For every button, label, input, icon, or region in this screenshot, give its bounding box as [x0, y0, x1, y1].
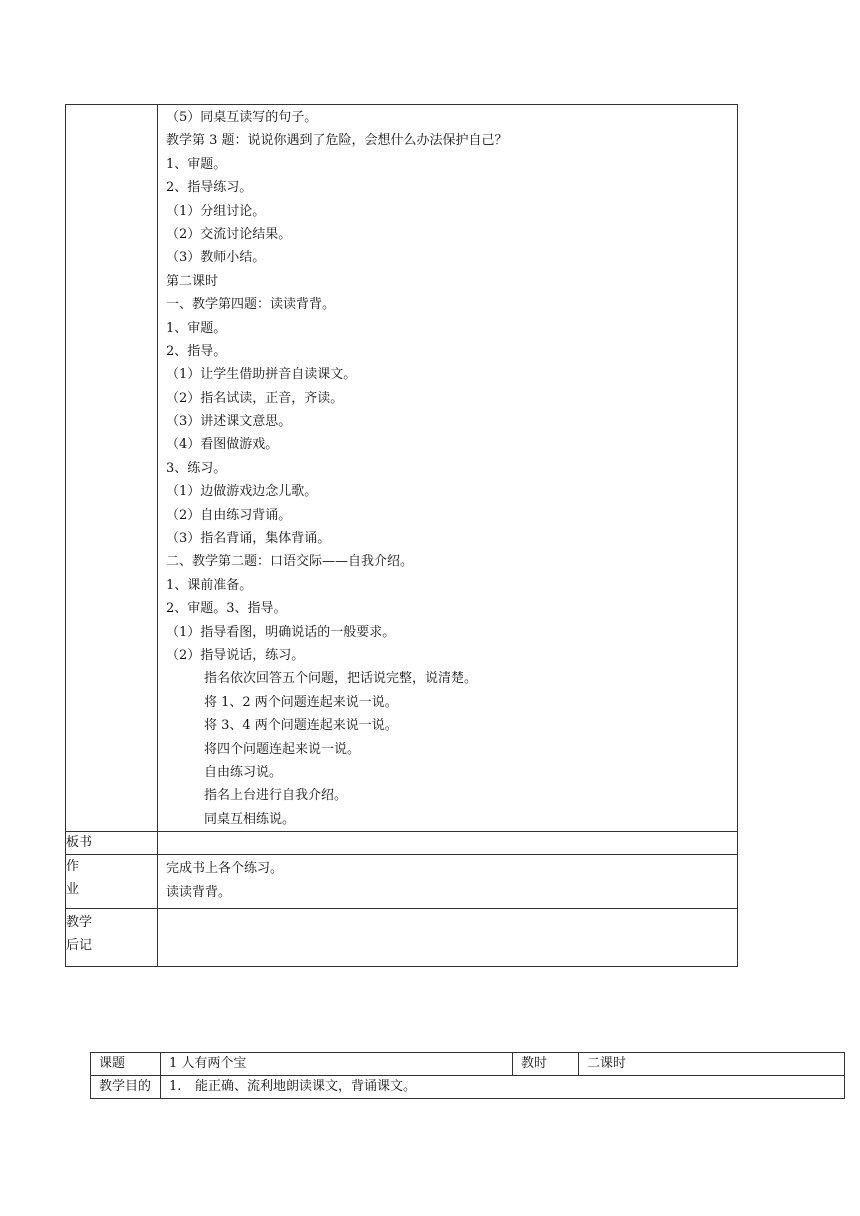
procedure-line: 1、课前准备。 — [166, 577, 253, 593]
homework-content — [158, 855, 738, 909]
afterword-row — [66, 909, 738, 967]
procedure-line: 一、教学第四题：读读背背。 — [166, 297, 336, 313]
homework-line: 完成书上各个练习。 — [166, 861, 284, 877]
homework-label-line: 业 — [66, 882, 80, 898]
lesson-plan-table — [65, 104, 738, 967]
procedure-line: 1、审题。 — [166, 320, 227, 336]
procedure-line: 同桌互相练说。 — [204, 811, 296, 827]
blackboard-label: 板书 — [66, 832, 158, 855]
procedure-line: 将 1、2 两个问题连起来说一说。 — [204, 694, 398, 710]
procedure-line: （3）讲述课文意思。 — [166, 414, 292, 430]
procedure-row — [66, 105, 738, 832]
topic-value: 1 人有两个宝 — [161, 1053, 513, 1076]
procedure-line: （2）自由练习背诵。 — [166, 507, 292, 523]
procedure-line: 3、练习。 — [166, 460, 227, 476]
blackboard-row — [66, 832, 738, 855]
procedure-line: 2、指导。 — [166, 343, 227, 359]
procedure-line: （3）教师小结。 — [166, 250, 266, 266]
topic-row — [91, 1053, 845, 1076]
procedure-line: 将四个问题连起来说一说。 — [204, 741, 361, 757]
hours-value: 二课时 — [579, 1053, 845, 1076]
homework-row — [66, 855, 738, 909]
blackboard-content — [158, 832, 738, 855]
procedure-line: （4）看图做游戏。 — [166, 437, 279, 453]
homework-label — [66, 855, 158, 909]
procedure-line: 教学第 3 题：说说你遇到了危险，会想什么办法保护自己？ — [166, 133, 508, 149]
procedure-line: 2、指导练习。 — [166, 180, 253, 196]
procedure-line: （2）指名试读，正音，齐读。 — [166, 390, 344, 406]
goal-label: 教学目的 — [91, 1076, 161, 1099]
procedure-line: （5）同桌互读写的句子。 — [166, 110, 318, 125]
topic-label: 课题 — [91, 1053, 161, 1076]
afterword-content — [158, 909, 738, 967]
procedure-line: 第二课时 — [166, 273, 219, 289]
homework-line: 读读背背。 — [166, 884, 232, 900]
procedure-content-cell — [158, 105, 738, 832]
procedure-line: （1）让学生借助拼音自读课文。 — [166, 367, 357, 383]
procedure-line: 2、审题。3、指导。 — [166, 601, 287, 617]
procedure-line: 指名上台进行自我介绍。 — [204, 788, 348, 804]
procedure-line: （2）交流讨论结果。 — [166, 226, 292, 242]
goal-content — [161, 1076, 845, 1099]
goal-number: 1. — [169, 1079, 182, 1094]
procedure-line: 自由练习说。 — [204, 764, 283, 780]
procedure-line: 将 3、4 两个问题连起来说一说。 — [204, 718, 398, 734]
procedure-line: （2）指导说话，练习。 — [166, 647, 305, 663]
afterword-label-line: 后记 — [66, 938, 93, 954]
goal-text: 能正确、流利地朗读课文，背诵课文。 — [195, 1079, 417, 1094]
afterword-label — [66, 909, 158, 967]
procedure-line: （1）边做游戏边念儿歌。 — [166, 484, 318, 500]
afterword-label-line: 教学 — [66, 915, 93, 931]
lesson-header-table — [90, 1052, 845, 1099]
procedure-line: 1、审题。 — [166, 156, 227, 172]
procedure-line: （1）分组讨论。 — [166, 203, 266, 219]
procedure-line: 二、教学第二题：口语交际——自我介绍。 — [166, 554, 414, 570]
procedure-lines — [158, 105, 737, 831]
hours-label: 教时 — [513, 1053, 579, 1076]
procedure-line: 指名依次回答五个问题，把话说完整，说清楚。 — [204, 671, 478, 687]
procedure-line: （3）指名背诵，集体背诵。 — [166, 531, 331, 547]
procedure-line: （1）指导看图，明确说话的一般要求。 — [166, 624, 396, 640]
procedure-label-cell — [66, 105, 158, 832]
homework-label-line: 作 — [66, 859, 80, 875]
goal-row — [91, 1076, 845, 1099]
